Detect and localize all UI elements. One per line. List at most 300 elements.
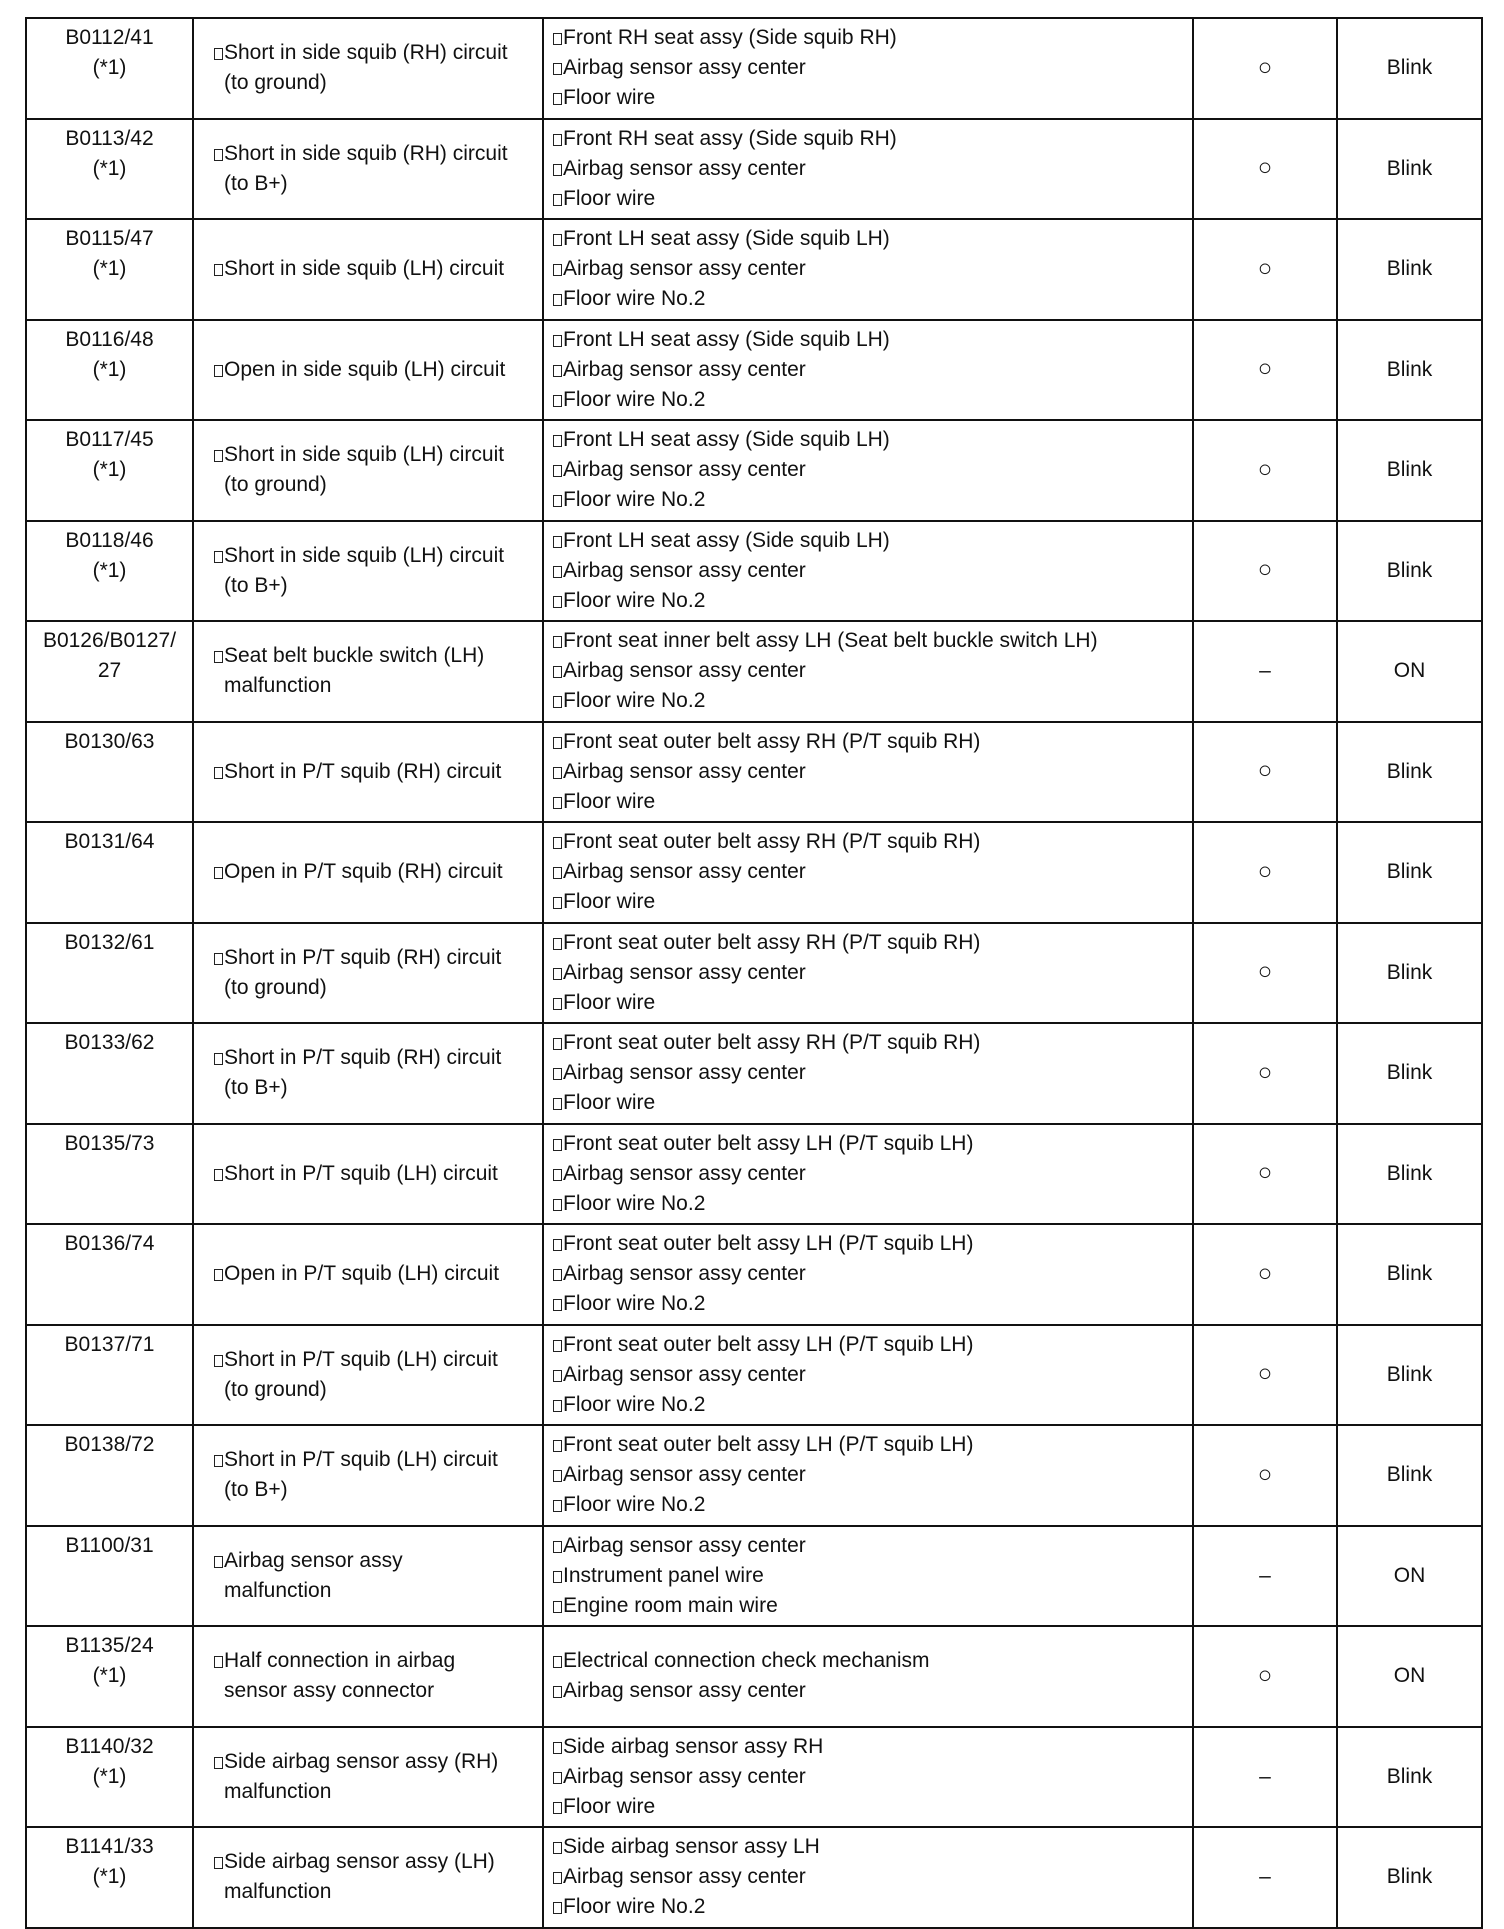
detection-item-cell xyxy=(193,1827,543,1928)
warning-light-cell xyxy=(1337,822,1482,923)
trouble-area-cell xyxy=(543,320,1193,421)
checkbox-glyph-icon xyxy=(553,395,562,407)
detection-item-text: (to ground) xyxy=(224,1377,327,1401)
table-row xyxy=(26,1827,1482,1928)
checkbox-glyph-icon xyxy=(553,1902,562,1914)
trouble-area-text: Front seat outer belt assy RH (P/T squib RH) xyxy=(563,729,981,753)
circle-icon: ○ xyxy=(1257,1460,1273,1488)
table-row xyxy=(26,1023,1482,1124)
trouble-area-text: Floor wire No.2 xyxy=(563,287,706,311)
detection-item-cell xyxy=(193,923,543,1024)
warning-light-cell xyxy=(1337,521,1482,622)
trouble-area-text: Floor wire No.2 xyxy=(563,1493,706,1517)
circle-icon: ○ xyxy=(1257,1259,1273,1287)
checkbox-glyph-icon xyxy=(553,33,562,45)
trouble-area-text: Front seat outer belt assy LH (P/T squib LH) xyxy=(563,1232,974,1256)
trouble-area-text: Airbag sensor assy center xyxy=(563,1463,806,1487)
detection-item-text: Short in P/T squib (LH) circuit xyxy=(224,1161,498,1185)
circle-icon: ○ xyxy=(1257,254,1273,282)
checkbox-glyph-icon xyxy=(553,1802,562,1814)
checkbox-glyph-icon xyxy=(214,48,223,60)
warning-light-cell xyxy=(1337,1425,1482,1526)
detection-item-cell xyxy=(193,219,543,320)
dtc-code-cell xyxy=(26,923,193,1024)
trouble-area-text: Airbag sensor assy center xyxy=(563,1679,806,1703)
trouble-area-text: Airbag sensor assy center xyxy=(563,860,806,884)
trouble-area-text: Front RH seat assy (Side squib RH) xyxy=(563,26,897,50)
checkbox-glyph-icon xyxy=(553,837,562,849)
dtc-code-line: B0116/48 xyxy=(65,327,154,351)
trouble-area-text: Floor wire No.2 xyxy=(563,1191,706,1215)
trouble-area-text: Floor wire No.2 xyxy=(563,488,706,512)
warning-light-cell xyxy=(1337,1224,1482,1325)
warning-light-text: Blink xyxy=(1386,759,1433,783)
checkbox-glyph-icon xyxy=(214,551,223,563)
table-row xyxy=(26,1124,1482,1225)
checkbox-glyph-icon xyxy=(214,1269,223,1281)
dtc-code-cell xyxy=(26,722,193,823)
detection-item-text: Short in P/T squib (RH) circuit xyxy=(224,1046,502,1070)
dtc-code-line: 27 xyxy=(97,659,122,682)
dtc-code-line: (*1) xyxy=(92,156,127,180)
table-row xyxy=(26,219,1482,320)
checkbox-glyph-icon xyxy=(553,1500,562,1512)
warning-light-cell xyxy=(1337,1325,1482,1426)
checkbox-glyph-icon xyxy=(553,1199,562,1211)
warning-light-text: Blink xyxy=(1386,960,1433,984)
detection-item-text: malfunction xyxy=(224,1578,332,1602)
detection-item-text: (to B+) xyxy=(224,573,288,597)
check-mode-cell xyxy=(1193,1526,1337,1627)
check-mode-cell xyxy=(1193,219,1337,320)
table-row xyxy=(26,621,1482,722)
trouble-area-cell xyxy=(543,822,1193,923)
check-mode-cell xyxy=(1193,1023,1337,1124)
circle-icon: ○ xyxy=(1257,53,1273,81)
checkbox-glyph-icon xyxy=(553,938,562,950)
trouble-area-text: Floor wire xyxy=(563,86,656,110)
circle-icon: ○ xyxy=(1257,556,1273,584)
checkbox-glyph-icon xyxy=(553,998,562,1010)
trouble-area-cell xyxy=(543,1827,1193,1928)
detection-item-text: (to ground) xyxy=(224,975,327,999)
table-row xyxy=(26,722,1482,823)
checkbox-glyph-icon xyxy=(553,335,562,347)
dtc-code-line: B0133/62 xyxy=(64,1031,155,1054)
dtc-code-cell xyxy=(26,1124,193,1225)
trouble-area-cell xyxy=(543,521,1193,622)
trouble-area-text: Airbag sensor assy center xyxy=(563,960,806,984)
trouble-area-text: Airbag sensor assy center xyxy=(563,1362,806,1386)
warning-light-text: Blink xyxy=(1386,257,1433,281)
detection-item-text: Seat belt buckle switch (LH) xyxy=(224,644,485,668)
checkbox-glyph-icon xyxy=(553,968,562,980)
check-mode-cell xyxy=(1193,923,1337,1024)
trouble-area-text: Airbag sensor assy center xyxy=(563,257,806,281)
dtc-code-line: B0135/73 xyxy=(64,1131,155,1155)
trouble-area-text: Floor wire xyxy=(563,789,656,813)
warning-light-text: ON xyxy=(1393,1664,1426,1688)
trouble-area-text: Floor wire xyxy=(563,990,656,1014)
dtc-code-line: (*1) xyxy=(92,257,127,280)
detection-item-cell xyxy=(193,1626,543,1727)
detection-item-text: (to B+) xyxy=(224,1478,288,1502)
check-mode-cell xyxy=(1193,1224,1337,1325)
checkbox-glyph-icon xyxy=(553,737,562,749)
detection-item-cell xyxy=(193,621,543,722)
trouble-area-text: Airbag sensor assy center xyxy=(563,558,806,582)
checkbox-glyph-icon xyxy=(553,767,562,779)
trouble-area-text: Floor wire xyxy=(563,1794,656,1818)
checkbox-glyph-icon xyxy=(214,1556,223,1568)
checkbox-glyph-icon xyxy=(553,666,562,678)
trouble-area-text: Front LH seat assy (Side squib LH) xyxy=(563,227,890,251)
detection-item-text: Short in side squib (RH) circuit xyxy=(224,141,508,165)
checkbox-glyph-icon xyxy=(553,1269,562,1281)
detection-item-text: sensor assy connector xyxy=(224,1679,435,1703)
trouble-area-text: Airbag sensor assy center xyxy=(563,1262,806,1286)
detection-item-cell xyxy=(193,119,543,220)
checkbox-glyph-icon xyxy=(553,897,562,909)
checkbox-glyph-icon xyxy=(553,1872,562,1884)
trouble-area-cell xyxy=(543,18,1193,119)
dtc-code-cell xyxy=(26,1224,193,1325)
warning-light-text: Blink xyxy=(1386,56,1433,80)
warning-light-text: Blink xyxy=(1386,458,1433,482)
checkbox-glyph-icon xyxy=(214,149,223,161)
detection-item-text: Short in P/T squib (RH) circuit xyxy=(224,945,502,969)
table-row xyxy=(26,1325,1482,1426)
checkbox-glyph-icon xyxy=(553,1038,562,1050)
detection-item-text: Open in side squib (LH) circuit xyxy=(224,357,506,381)
warning-light-cell xyxy=(1337,722,1482,823)
table-row xyxy=(26,1425,1482,1526)
dtc-code-cell xyxy=(26,1626,193,1727)
trouble-area-text: Floor wire No.2 xyxy=(563,1392,706,1416)
warning-light-text: Blink xyxy=(1386,1764,1433,1788)
trouble-area-text: Front seat outer belt assy RH (P/T squib RH) xyxy=(563,930,981,954)
detection-item-text: Short in side squib (LH) circuit xyxy=(224,543,505,567)
trouble-area-cell xyxy=(543,722,1193,823)
detection-item-cell xyxy=(193,1023,543,1124)
trouble-area-text: Instrument panel wire xyxy=(563,1563,764,1587)
checkbox-glyph-icon xyxy=(553,465,562,477)
checkbox-glyph-icon xyxy=(553,566,562,578)
dtc-code-cell xyxy=(26,621,193,722)
dtc-code-line: B1140/32 xyxy=(65,1734,154,1758)
table-row xyxy=(26,1626,1482,1727)
dtc-code-cell xyxy=(26,420,193,521)
trouble-area-text: Front seat outer belt assy RH (P/T squib RH) xyxy=(563,830,981,854)
check-mode-cell xyxy=(1193,1425,1337,1526)
checkbox-glyph-icon xyxy=(553,696,562,708)
warning-light-text: Blink xyxy=(1386,1161,1433,1185)
detection-item-cell xyxy=(193,822,543,923)
checkbox-glyph-icon xyxy=(553,1541,562,1553)
checkbox-glyph-icon xyxy=(214,365,223,377)
detection-item-text: (to ground) xyxy=(224,71,327,95)
circle-icon: ○ xyxy=(1257,757,1273,785)
checkbox-glyph-icon xyxy=(553,1470,562,1482)
detection-item-cell xyxy=(193,1224,543,1325)
dtc-code-line: B0138/72 xyxy=(64,1433,155,1456)
warning-light-text: Blink xyxy=(1386,558,1433,582)
dtc-code-cell xyxy=(26,521,193,622)
trouble-area-text: Floor wire No.2 xyxy=(563,1292,706,1316)
trouble-area-cell xyxy=(543,1425,1193,1526)
checkbox-glyph-icon xyxy=(214,953,223,965)
trouble-area-cell xyxy=(543,420,1193,521)
checkbox-glyph-icon xyxy=(553,636,562,648)
trouble-area-text: Side airbag sensor assy LH xyxy=(563,1835,820,1859)
checkbox-glyph-icon xyxy=(553,294,562,306)
trouble-area-text: Front seat outer belt assy RH (P/T squib RH) xyxy=(563,1031,981,1055)
check-mode-cell xyxy=(1193,822,1337,923)
checkbox-glyph-icon xyxy=(553,1842,562,1854)
trouble-area-cell xyxy=(543,1325,1193,1426)
table-row xyxy=(26,923,1482,1024)
warning-light-text: Blink xyxy=(1386,156,1433,180)
dtc-code-line: B0136/74 xyxy=(64,1232,155,1255)
dtc-code-line: (*1) xyxy=(92,357,127,381)
trouble-area-text: Airbag sensor assy center xyxy=(563,357,806,381)
checkbox-glyph-icon xyxy=(553,797,562,809)
detection-item-text: Open in P/T squib (LH) circuit xyxy=(224,1262,500,1286)
dtc-code-line: (*1) xyxy=(92,558,127,582)
detection-item-cell xyxy=(193,1526,543,1627)
dtc-code-cell xyxy=(26,1425,193,1526)
checkbox-glyph-icon xyxy=(553,596,562,608)
checkbox-glyph-icon xyxy=(553,194,562,206)
checkbox-glyph-icon xyxy=(553,1400,562,1412)
dtc-code-line: B0117/45 xyxy=(65,428,154,451)
detection-item-cell xyxy=(193,1425,543,1526)
checkbox-glyph-icon xyxy=(553,1139,562,1151)
detection-item-cell xyxy=(193,420,543,521)
trouble-area-text: Front seat outer belt assy LH (P/T squib LH) xyxy=(563,1433,974,1457)
detection-item-text: Short in P/T squib (LH) circuit xyxy=(224,1448,498,1472)
dtc-code-line: (*1) xyxy=(92,56,127,79)
table-row xyxy=(26,1727,1482,1828)
circle-icon: ○ xyxy=(1257,355,1273,383)
detection-item-text: malfunction xyxy=(224,1779,332,1803)
dtc-code-cell xyxy=(26,1526,193,1627)
checkbox-glyph-icon xyxy=(553,63,562,75)
check-mode-cell xyxy=(1193,1626,1337,1727)
warning-light-text: Blink xyxy=(1386,860,1433,884)
circle-icon: ○ xyxy=(1257,958,1273,986)
check-mode-cell xyxy=(1193,420,1337,521)
checkbox-glyph-icon xyxy=(214,651,223,663)
detection-item-cell xyxy=(193,1727,543,1828)
detection-item-text: Airbag sensor assy xyxy=(224,1548,403,1572)
circle-icon: ○ xyxy=(1257,1661,1273,1689)
dtc-code-cell xyxy=(26,320,193,421)
checkbox-glyph-icon xyxy=(553,365,562,377)
trouble-area-cell xyxy=(543,1224,1193,1325)
dtc-code-cell xyxy=(26,822,193,923)
checkbox-glyph-icon xyxy=(553,1686,562,1698)
checkbox-glyph-icon xyxy=(553,1340,562,1352)
checkbox-glyph-icon xyxy=(553,1169,562,1181)
checkbox-glyph-icon xyxy=(214,1355,223,1367)
check-mode-cell xyxy=(1193,119,1337,220)
dtc-code-line: B1141/33 xyxy=(65,1835,154,1858)
checkbox-glyph-icon xyxy=(214,450,223,462)
checkbox-glyph-icon xyxy=(214,1455,223,1467)
checkbox-glyph-icon xyxy=(214,264,223,276)
trouble-area-cell xyxy=(543,219,1193,320)
trouble-area-text: Floor wire xyxy=(563,1091,656,1115)
warning-light-text: Blink xyxy=(1386,1463,1433,1487)
checkbox-glyph-icon xyxy=(553,435,562,447)
trouble-area-text: Airbag sensor assy center xyxy=(563,458,806,482)
trouble-area-text: Side airbag sensor assy RH xyxy=(563,1734,824,1758)
dtc-code-line: (*1) xyxy=(92,1664,127,1687)
warning-light-cell xyxy=(1337,621,1482,722)
warning-light-text: Blink xyxy=(1386,1362,1433,1386)
warning-light-cell xyxy=(1337,1626,1482,1727)
check-mode-cell xyxy=(1193,320,1337,421)
warning-light-text: ON xyxy=(1393,659,1426,683)
table-row xyxy=(26,119,1482,220)
detection-item-text: (to ground) xyxy=(224,473,327,497)
checkbox-glyph-icon xyxy=(553,1601,562,1613)
checkbox-glyph-icon xyxy=(553,1656,562,1668)
checkbox-glyph-icon xyxy=(553,1772,562,1784)
check-mode-cell xyxy=(1193,1727,1337,1828)
dtc-code-cell xyxy=(26,18,193,119)
detection-item-text: malfunction xyxy=(224,674,332,698)
table-row xyxy=(26,18,1482,119)
checkbox-glyph-icon xyxy=(214,867,223,879)
dtc-code-line: B1100/31 xyxy=(65,1533,154,1557)
checkbox-glyph-icon xyxy=(214,1656,223,1668)
table-row xyxy=(26,1526,1482,1627)
detection-item-text: Short in side squib (LH) circuit xyxy=(224,443,505,467)
detection-item-cell xyxy=(193,18,543,119)
detection-item-cell xyxy=(193,1124,543,1225)
warning-light-cell xyxy=(1337,119,1482,220)
dtc-code-line: B0132/61 xyxy=(64,930,155,954)
dtc-code-line: B1135/24 xyxy=(65,1634,154,1657)
checkbox-glyph-icon xyxy=(553,1098,562,1110)
detection-item-cell xyxy=(193,722,543,823)
trouble-area-text: Airbag sensor assy center xyxy=(563,1061,806,1085)
detection-item-cell xyxy=(193,521,543,622)
dtc-code-line: (*1) xyxy=(92,1764,127,1788)
trouble-area-text: Airbag sensor assy center xyxy=(563,659,806,683)
warning-light-text: Blink xyxy=(1386,1262,1433,1286)
checkbox-glyph-icon xyxy=(553,164,562,176)
warning-light-cell xyxy=(1337,923,1482,1024)
warning-light-cell xyxy=(1337,219,1482,320)
checkbox-glyph-icon xyxy=(553,1742,562,1754)
trouble-area-text: Airbag sensor assy center xyxy=(563,759,806,783)
dtc-code-cell xyxy=(26,219,193,320)
dtc-code-line: B0112/41 xyxy=(65,26,154,49)
detection-item-cell xyxy=(193,1325,543,1426)
warning-light-text: ON xyxy=(1393,1563,1426,1587)
detection-item-cell xyxy=(193,320,543,421)
checkbox-glyph-icon xyxy=(214,1169,223,1181)
trouble-area-text: Electrical connection check mechanism xyxy=(563,1649,930,1673)
circle-icon: ○ xyxy=(1257,1360,1273,1388)
circle-icon: ○ xyxy=(1257,455,1273,483)
table-row xyxy=(26,320,1482,421)
warning-light-cell xyxy=(1337,420,1482,521)
dtc-table xyxy=(25,17,1483,1929)
trouble-area-text: Airbag sensor assy center xyxy=(563,156,806,180)
detection-item-text: Side airbag sensor assy (LH) xyxy=(224,1850,495,1874)
circle-icon: ○ xyxy=(1257,857,1273,885)
detection-item-text: Short in P/T squib (LH) circuit xyxy=(224,1347,498,1371)
checkbox-glyph-icon xyxy=(553,234,562,246)
warning-light-text: Blink xyxy=(1386,1865,1433,1889)
detection-item-text: Short in side squib (RH) circuit xyxy=(224,41,508,65)
warning-light-cell xyxy=(1337,1124,1482,1225)
checkbox-glyph-icon xyxy=(553,93,562,105)
trouble-area-text: Airbag sensor assy center xyxy=(563,56,806,80)
detection-item-text: Side airbag sensor assy (RH) xyxy=(224,1749,499,1773)
trouble-area-text: Floor wire No.2 xyxy=(563,1895,706,1919)
dtc-code-line: (*1) xyxy=(92,1865,127,1888)
circle-icon: ○ xyxy=(1257,1058,1273,1086)
trouble-area-cell xyxy=(543,119,1193,220)
dtc-code-line: B0126/B0127/ xyxy=(42,629,177,652)
dtc-code-line: B0115/47 xyxy=(65,227,154,250)
trouble-area-text: Floor wire xyxy=(563,186,656,210)
warning-light-cell xyxy=(1337,18,1482,119)
dtc-code-line: B0113/42 xyxy=(65,126,154,150)
trouble-area-text: Front seat outer belt assy LH (P/T squib LH) xyxy=(563,1131,974,1155)
checkbox-glyph-icon xyxy=(553,1068,562,1080)
dash-icon: – xyxy=(1259,1865,1271,1889)
detection-item-text: Short in side squib (LH) circuit xyxy=(224,257,505,281)
checkbox-glyph-icon xyxy=(553,1239,562,1251)
detection-item-text: Half connection in airbag xyxy=(224,1649,456,1673)
checkbox-glyph-icon xyxy=(553,495,562,507)
warning-light-cell xyxy=(1337,320,1482,421)
trouble-area-text: Floor wire xyxy=(563,890,656,914)
table-row xyxy=(26,822,1482,923)
table-row xyxy=(26,420,1482,521)
dtc-table-body xyxy=(26,18,1482,1928)
dtc-code-line: B0137/71 xyxy=(64,1332,155,1356)
warning-light-text: Blink xyxy=(1386,357,1433,381)
trouble-area-text: Floor wire No.2 xyxy=(563,387,706,411)
trouble-area-text: Airbag sensor assy center xyxy=(563,1161,806,1185)
dash-icon: – xyxy=(1259,659,1271,683)
checkbox-glyph-icon xyxy=(553,1370,562,1382)
warning-light-cell xyxy=(1337,1023,1482,1124)
trouble-area-text: Floor wire No.2 xyxy=(563,689,706,713)
check-mode-cell xyxy=(1193,621,1337,722)
checkbox-glyph-icon xyxy=(553,867,562,879)
circle-icon: ○ xyxy=(1257,1159,1273,1187)
checkbox-glyph-icon xyxy=(553,134,562,146)
trouble-area-text: Front LH seat assy (Side squib LH) xyxy=(563,528,890,552)
dash-icon: – xyxy=(1259,1764,1271,1788)
checkbox-glyph-icon xyxy=(214,1053,223,1065)
check-mode-cell xyxy=(1193,1124,1337,1225)
dtc-code-line: B0118/46 xyxy=(65,528,154,552)
trouble-area-cell xyxy=(543,1124,1193,1225)
detection-item-text: (to B+) xyxy=(224,171,288,195)
check-mode-cell xyxy=(1193,521,1337,622)
dtc-code-cell xyxy=(26,1727,193,1828)
check-mode-cell xyxy=(1193,18,1337,119)
